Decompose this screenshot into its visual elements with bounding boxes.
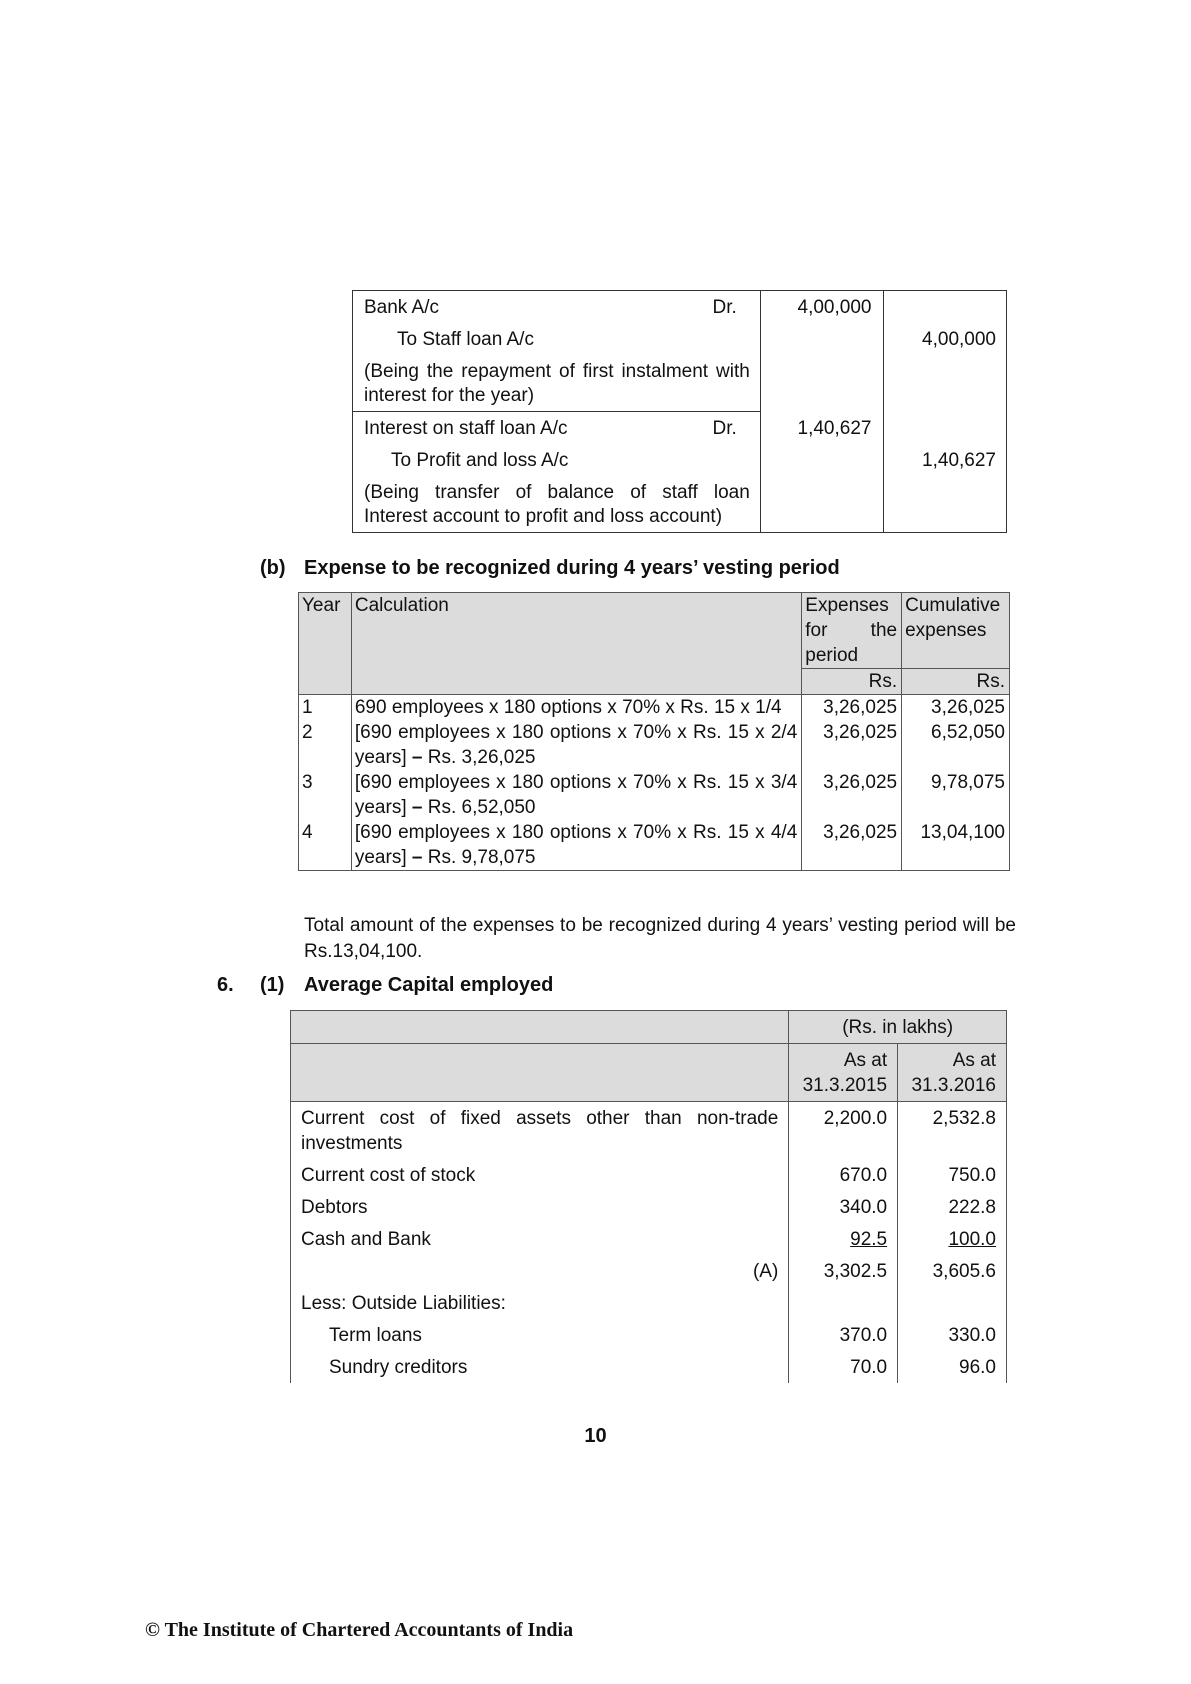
journal-debit	[760, 323, 884, 355]
cumulative-cell: 13,04,100	[902, 820, 1010, 871]
table-row	[353, 476, 1007, 533]
section-6-label: (1)	[260, 974, 285, 996]
header-year: Year	[299, 593, 352, 695]
header-unit: Rs.	[902, 669, 1010, 695]
journal-particulars: Interest on staff loan A/c Dr.	[353, 412, 761, 445]
total-2015: 3,302.5	[789, 1255, 898, 1287]
table-row	[291, 1191, 1007, 1223]
table-row	[291, 1351, 1007, 1383]
year-cell: 4	[299, 820, 352, 871]
header-calculation: Calculation	[351, 593, 801, 695]
journal-debit	[760, 444, 884, 476]
journal-narration: (Being the repayment of first instalment with interest for the year)	[353, 355, 761, 412]
table-row	[299, 695, 1010, 721]
journal-credit: 1,40,627	[884, 444, 1007, 476]
row-label: Current cost of stock	[291, 1159, 789, 1191]
value-2015: 370.0	[789, 1319, 898, 1351]
column-header-2015: As at 31.3.2015	[789, 1044, 898, 1102]
table-row	[291, 1223, 1007, 1255]
table-row	[353, 323, 1007, 355]
section-b-label: (b)	[260, 557, 286, 579]
table-header-row	[299, 593, 1010, 669]
expense-cell: 3,26,025	[802, 770, 902, 820]
journal-credit	[884, 291, 1007, 324]
value-2016: 750.0	[898, 1159, 1007, 1191]
expense-cell: 3,26,025	[802, 720, 902, 770]
row-label: Debtors	[291, 1191, 789, 1223]
table-row	[291, 1159, 1007, 1191]
capital-table	[290, 1010, 1007, 1383]
table-row	[291, 1319, 1007, 1351]
cumulative-cell: 6,52,050	[902, 720, 1010, 770]
table-row	[291, 1287, 1007, 1319]
value-2016: 2,532.8	[898, 1102, 1007, 1160]
year-cell: 1	[299, 695, 352, 721]
total-note: Total amount of the expenses to be recognized during 4 years’ vesting period will be Rs.13,04,100.	[304, 915, 1016, 962]
table-row	[299, 770, 1010, 820]
cumulative-cell: 9,78,075	[902, 770, 1010, 820]
expense-cell: 3,26,025	[802, 695, 902, 721]
row-label: Term loans	[291, 1319, 789, 1351]
table-row	[299, 720, 1010, 770]
journal-credit: 4,00,000	[884, 323, 1007, 355]
expense-table	[298, 592, 1010, 871]
journal-particulars: Bank A/c Dr.	[353, 291, 761, 324]
header-unit: Rs.	[802, 669, 902, 695]
table-row	[291, 1255, 1007, 1287]
footer-copyright: © The Institute of Chartered Accountants of India	[145, 1619, 574, 1641]
calculation-cell: [690 employees x 180 options x 70% x Rs. 15 x 3/4 years] – Rs. 6,52,050	[351, 770, 801, 820]
section-b-title: Expense to be recognized during 4 years’ vesting period	[304, 557, 840, 579]
cumulative-cell: 3,26,025	[902, 695, 1010, 721]
journal-debit: 1,40,627	[760, 412, 884, 445]
value-2015: 70.0	[789, 1351, 898, 1383]
journal-debit: 4,00,000	[760, 291, 884, 324]
value-2016: 96.0	[898, 1351, 1007, 1383]
total-marker: (A)	[291, 1255, 789, 1287]
value-2015: 340.0	[789, 1191, 898, 1223]
journal-particulars: To Profit and loss A/c	[353, 444, 761, 476]
section-6-title: Average Capital employed	[304, 974, 554, 996]
calculation-cell: [690 employees x 180 options x 70% x Rs. 15 x 2/4 years] – Rs. 3,26,025	[351, 720, 801, 770]
table-row	[353, 412, 1007, 445]
table-row	[353, 444, 1007, 476]
value-2015: 670.0	[789, 1159, 898, 1191]
section-6-number: 6.	[217, 974, 234, 996]
journal-credit	[884, 412, 1007, 445]
total-2016: 3,605.6	[898, 1255, 1007, 1287]
row-label: Cash and Bank	[291, 1223, 789, 1255]
calculation-cell: [690 employees x 180 options x 70% x Rs. 15 x 4/4 years] – Rs. 9,78,075	[351, 820, 801, 871]
journal-table	[352, 290, 1007, 533]
table-row	[353, 355, 1007, 412]
row-label: Current cost of fixed assets other than non-trade investments	[291, 1102, 789, 1160]
table-header-row	[291, 1011, 1007, 1044]
expense-cell: 3,26,025	[802, 820, 902, 871]
row-label: Sundry creditors	[291, 1351, 789, 1383]
table-row	[299, 820, 1010, 871]
table-row	[291, 1102, 1007, 1160]
page-number: 10	[584, 1425, 607, 1447]
less-label: Less: Outside Liabilities:	[291, 1287, 789, 1319]
unit-header: (Rs. in lakhs)	[789, 1011, 1007, 1044]
value-2016: 100.0	[898, 1223, 1007, 1255]
journal-particulars: To Staff loan A/c	[353, 323, 761, 355]
table-row	[353, 291, 1007, 324]
header-expenses: Expenses for the period	[802, 593, 902, 669]
year-cell: 3	[299, 770, 352, 820]
value-2015: 2,200.0	[789, 1102, 898, 1160]
value-2016: 222.8	[898, 1191, 1007, 1223]
value-2015: 92.5	[789, 1223, 898, 1255]
value-2016: 330.0	[898, 1319, 1007, 1351]
year-cell: 2	[299, 720, 352, 770]
header-cumulative: Cumulative expenses	[902, 593, 1010, 669]
column-header-2016: As at 31.3.2016	[898, 1044, 1007, 1102]
journal-narration: (Being transfer of balance of staff loan Interest account to profit and loss account)	[353, 476, 761, 533]
calculation-cell: 690 employees x 180 options x 70% x Rs. 15 x 1/4	[351, 695, 801, 721]
table-header-row	[291, 1044, 1007, 1102]
